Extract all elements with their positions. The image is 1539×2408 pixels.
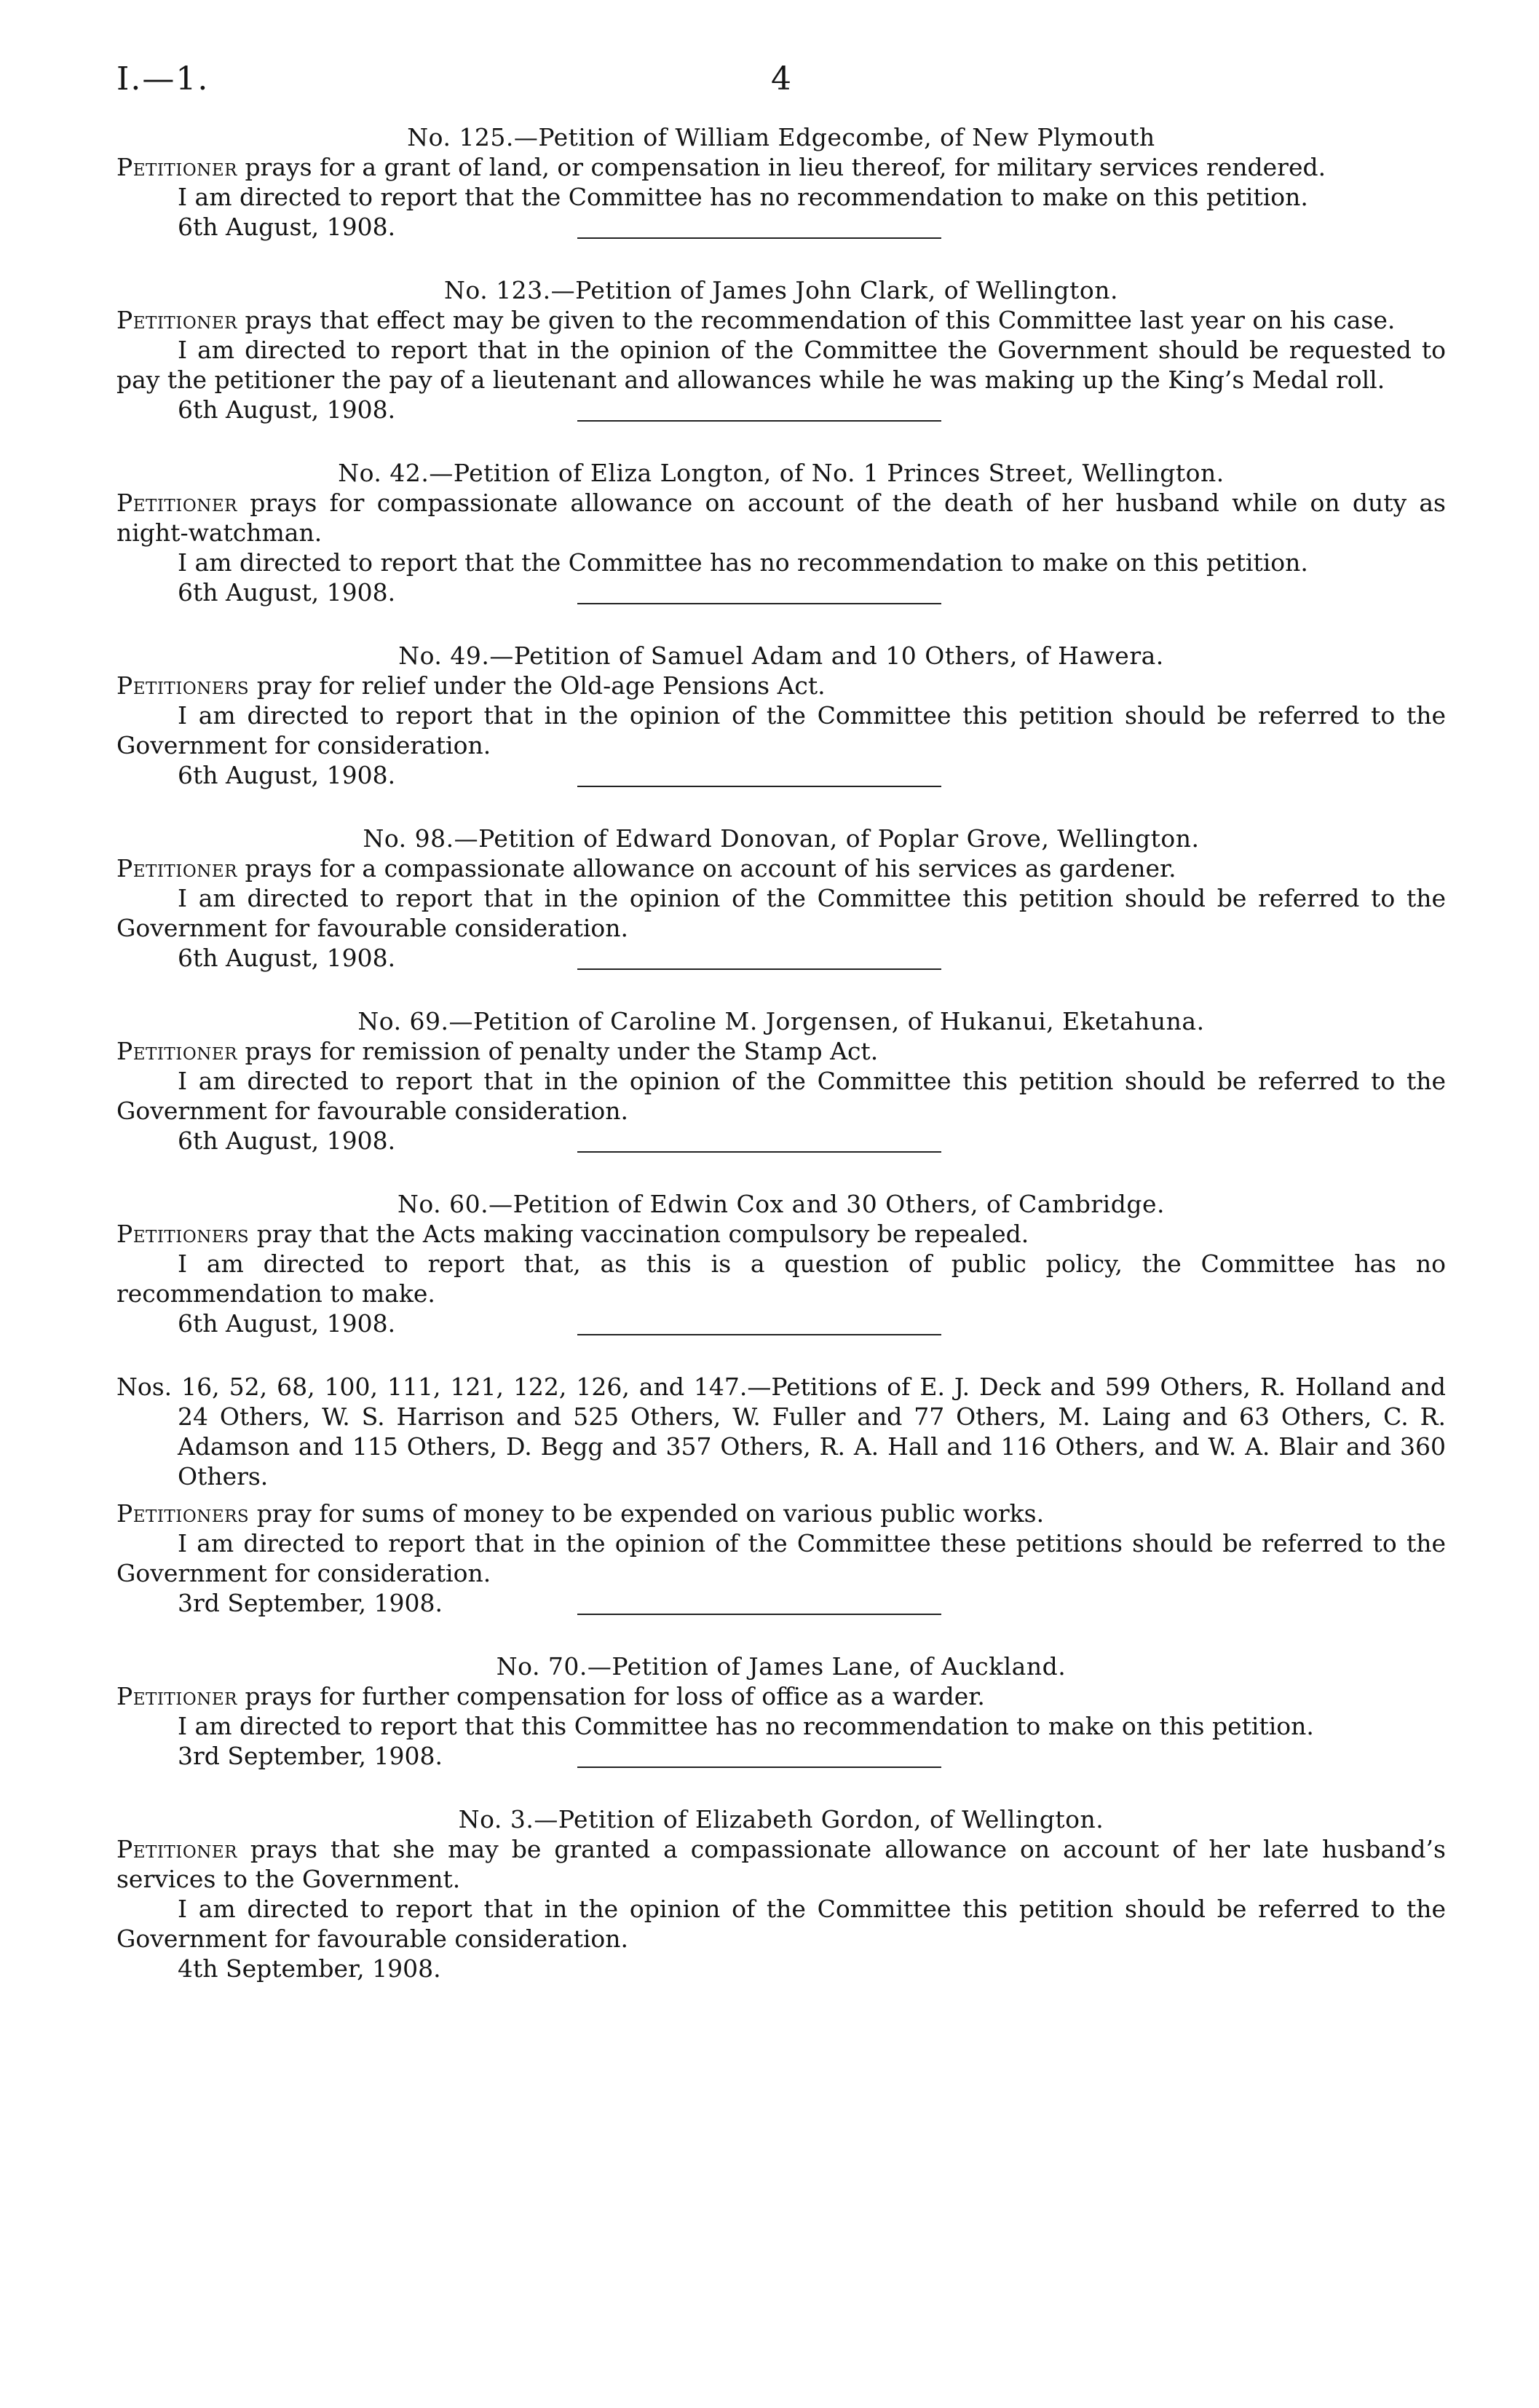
prayer-text: pray for sums of money to be expended on various public works. (256, 1499, 1045, 1528)
petitioner-label: Petitioner (116, 306, 237, 334)
section-divider (577, 1766, 941, 1768)
petition-entry (116, 1804, 1446, 1983)
petitioner-label: Petitioner (116, 489, 237, 517)
committee-report: I am directed to report that the Committee has no recommendation to make on this petition. (178, 548, 1308, 577)
committee-report: I am directed to report that in the opinion of the Committee this petition should be referred to the Government for favourable consideration. (116, 884, 1446, 942)
committee-report: I am directed to report that in the opinion of the Committee this petition should be referred to the Government for favourable consideration. (116, 1895, 1446, 1953)
petition-entry (116, 1372, 1446, 1615)
committee-report: I am directed to report that in the opinion of the Committee the Government should be requested to pay the petitioner the pay of a lieutenant and allowances while he was making up the King’s Medal roll. (116, 336, 1446, 394)
spacer (116, 1491, 1446, 1499)
petition-prayer (116, 671, 1446, 700)
report-date: 6th August, 1908. (178, 395, 396, 424)
petition-prayer (116, 1499, 1446, 1528)
petition-title: No. 69.—Petition of Caroline M. Jorgensen, of Hukanui, Eketahuna. (357, 1007, 1205, 1035)
petition-title: No. 125.—Petition of William Edgecombe, of New Plymouth (407, 123, 1155, 151)
section-divider (577, 603, 941, 604)
petition-entry (116, 1189, 1446, 1338)
petition-prayer (116, 853, 1446, 883)
petition-title: No. 123.—Petition of James John Clark, of Wellington. (444, 276, 1118, 304)
committee-report: I am directed to report that in the opinion of the Committee this petition should be referred to the Government for favourable consideration. (116, 1067, 1446, 1125)
petition-prayer (116, 152, 1446, 182)
committee-report: I am directed to report that this Committee has no recommendation to make on this petition. (178, 1712, 1314, 1740)
section-divider (577, 420, 941, 422)
petition-title: No. 3.—Petition of Elizabeth Gordon, of Wellington. (458, 1805, 1104, 1833)
prayer-text: pray that the Acts making vaccination compulsory be repealed. (256, 1220, 1029, 1248)
petition-title: Nos. 16, 52, 68, 100, 111, 121, 122, 126, and 147.—Petitions of E. J. Deck and 599 Others, R. Holland and 24 Others, W. S. Harrison and 525 Others, W. Fuller and 77 Others, M. Laing and 63 Others, C. R. Adamson and 115 Others, D. Begg and 357 Others, R. A. Hall and 116 Others, and W. A. Blair and 360 Others. (116, 1373, 1446, 1491)
petition-prayer (116, 1834, 1446, 1894)
page-header (116, 60, 1446, 122)
report-date: 6th August, 1908. (178, 578, 396, 607)
prayer-text: prays that she may be granted a compassionate allowance on account of her late husband’s services to the Government. (116, 1835, 1446, 1893)
report-date: 3rd September, 1908. (178, 1742, 443, 1770)
report-date: 6th August, 1908. (178, 1126, 396, 1155)
section-divider (577, 1614, 941, 1615)
petition-prayer (116, 1681, 1446, 1711)
committee-report: I am directed to report that in the opinion of the Committee these petitions should be referred to the Government for consideration. (116, 1529, 1446, 1587)
petition-prayer (116, 1036, 1446, 1066)
section-divider (577, 786, 941, 787)
report-date: 4th September, 1908. (178, 1954, 441, 1983)
petition-title: No. 42.—Petition of Eliza Longton, of No. 1 Princes Street, Wellington. (338, 459, 1225, 487)
prayer-text: prays for further compensation for loss of office as a warder. (245, 1682, 985, 1710)
prayer-text: pray for relief under the Old-age Pensions Act. (256, 671, 826, 700)
petition-entry (116, 1006, 1446, 1153)
petition-prayer (116, 1219, 1446, 1249)
committee-report: I am directed to report that in the opinion of the Committee this petition should be referred to the Government for consideration. (116, 701, 1446, 759)
petitioner-label: Petitioners (116, 671, 250, 700)
petition-title: No. 98.—Petition of Edward Donovan, of Poplar Grove, Wellington. (363, 824, 1200, 853)
prayer-text: prays that effect may be given to the recommendation of this Committee last year on his case. (245, 306, 1396, 334)
petition-title: No. 49.—Petition of Samuel Adam and 10 Others, of Hawera. (398, 642, 1164, 670)
report-date: 6th August, 1908. (178, 213, 396, 241)
committee-report: I am directed to report that the Committee has no recommendation to make on this petition. (178, 183, 1308, 211)
petitioner-label: Petitioner (116, 854, 237, 883)
petition-prayer (116, 305, 1446, 335)
petition-entry (116, 824, 1446, 970)
report-date: 6th August, 1908. (178, 944, 396, 972)
petitioner-label: Petitioner (116, 153, 237, 181)
petition-entry (116, 458, 1446, 607)
petition-prayer (116, 488, 1446, 548)
document-reference: I.—1. (116, 60, 210, 98)
petition-title: No. 60.—Petition of Edwin Cox and 30 Others, of Cambridge. (397, 1190, 1165, 1218)
committee-report: I am directed to report that, as this is a question of public policy, the Committee has no recommendation to make. (116, 1250, 1446, 1308)
petitioner-label: Petitioners (116, 1220, 250, 1248)
petitioner-label: Petitioners (116, 1499, 250, 1528)
prayer-text: prays for remission of penalty under the Stamp Act. (245, 1037, 879, 1065)
petition-entry (116, 122, 1446, 239)
petition-entry (116, 275, 1446, 422)
section-divider (577, 968, 941, 970)
section-divider (577, 1151, 941, 1153)
report-date: 6th August, 1908. (178, 1309, 396, 1338)
section-divider (577, 237, 941, 239)
prayer-text: prays for compassionate allowance on account of the death of her husband while on duty as night-watchman. (116, 489, 1446, 547)
report-date: 6th August, 1908. (178, 761, 396, 789)
petition-entry (116, 1651, 1446, 1768)
section-divider (577, 1334, 941, 1335)
report-date: 3rd September, 1908. (178, 1589, 443, 1617)
prayer-text: prays for a grant of land, or compensation in lieu thereof, for military services rendered. (245, 153, 1326, 181)
petitioner-label: Petitioner (116, 1682, 237, 1710)
petition-title: No. 70.—Petition of James Lane, of Auckland. (496, 1652, 1067, 1681)
page-number: 4 (771, 60, 791, 98)
petitioner-label: Petitioner (116, 1037, 237, 1065)
petition-entry (116, 641, 1446, 787)
prayer-text: prays for a compassionate allowance on account of his services as gardener. (245, 854, 1176, 883)
petitioner-label: Petitioner (116, 1835, 237, 1863)
